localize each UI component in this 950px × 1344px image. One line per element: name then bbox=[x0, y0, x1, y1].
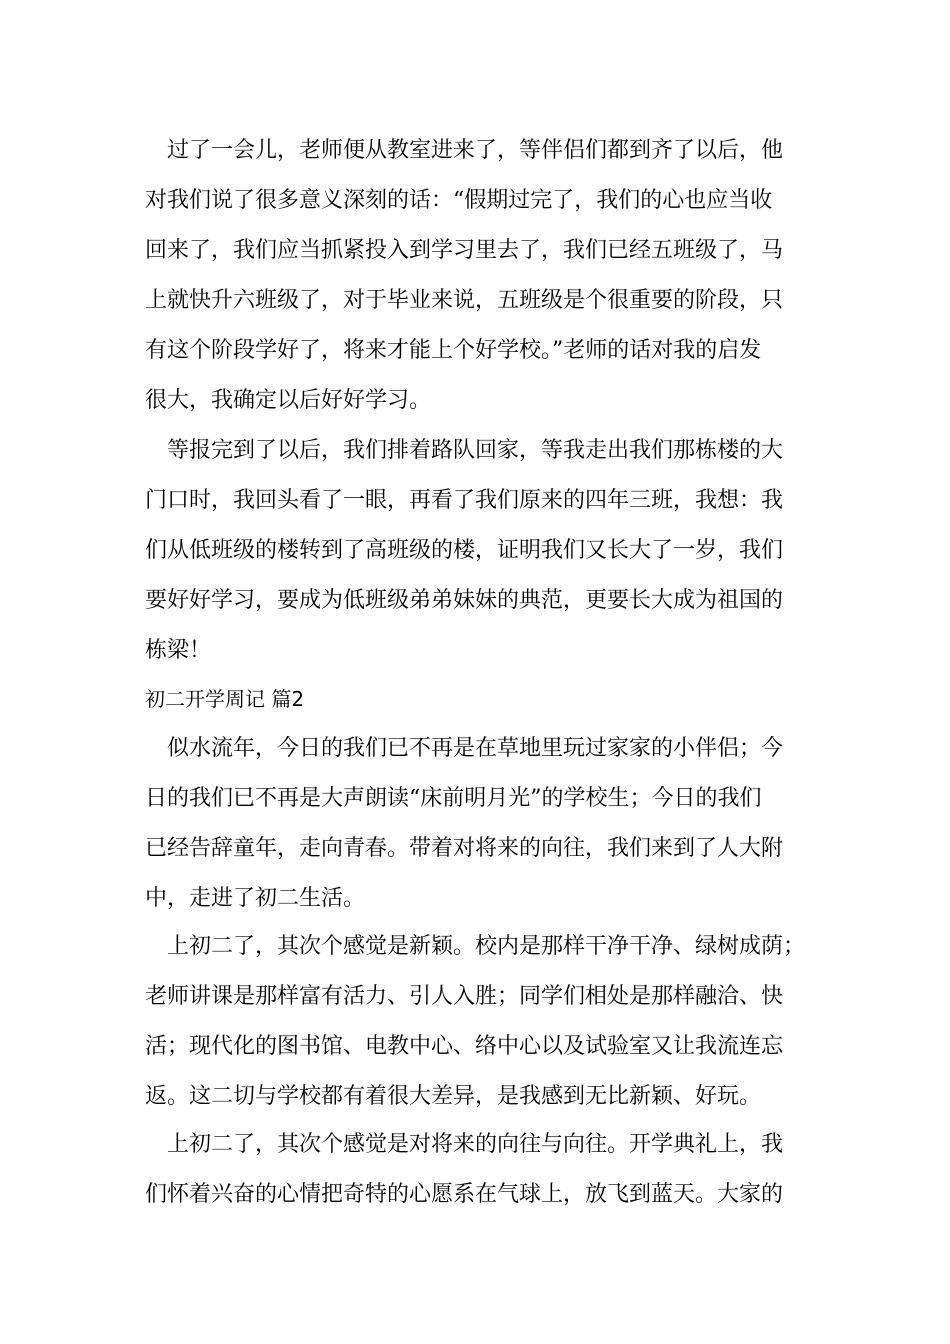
paragraph-2-line-1: 等报完到了以后，我们排着路队回家，等我走出我们那栋楼的大 bbox=[167, 438, 784, 463]
paragraph-3-line-2: 日的我们已不再是大声朗读“床前明月光”的学校生；今日的我们 bbox=[145, 786, 762, 811]
paragraph-1-line-6: 很大，我确定以后好好学习。 bbox=[145, 388, 432, 413]
paragraph-4-line-3: 活；现代化的图书馆、电教中心、络中心以及试验室又让我流连忘 bbox=[145, 1034, 784, 1059]
paragraph-3-line-4: 中，走进了初二生活。 bbox=[145, 886, 366, 911]
paragraph-2-line-3: 们从低班级的楼转到了高班级的楼，证明我们又长大了一岁，我们 bbox=[145, 538, 784, 563]
paragraph-1-line-3: 回来了，我们应当抓紧投入到学习里去了，我们已经五班级了，马 bbox=[145, 238, 784, 263]
paragraph-1-line-4: 上就快升六班级了，对于毕业来说，五班级是个很重要的阶段，只 bbox=[145, 288, 784, 313]
paragraph-3-line-1: 似水流年，今日的我们已不再是在草地里玩过家家的小伴侣；今 bbox=[167, 736, 784, 761]
paragraph-5-line-2: 们怀着兴奋的心情把奇特的心愿系在气球上，放飞到蓝天。大家的 bbox=[145, 1182, 784, 1207]
paragraph-5-line-1: 上初二了，其次个感觉是对将来的向往与向往。开学典礼上，我 bbox=[167, 1132, 784, 1157]
paragraph-1-line-5: 有这个阶段学好了，将来才能上个好学校。”老师的话对我的启发 bbox=[145, 338, 762, 363]
section-heading: 初二开学周记 篇2 bbox=[145, 687, 305, 711]
paragraph-3-line-3: 已经告辞童年，走向青春。带着对将来的向往，我们来到了人大附 bbox=[145, 836, 784, 861]
paragraph-1-line-2: 对我们说了很多意义深刻的话：“假期过完了，我们的心也应当收 bbox=[145, 188, 773, 213]
paragraph-2-line-4: 要好好学习，要成为低班级弟弟妹妹的典范，更要长大成为祖国的 bbox=[145, 588, 784, 613]
paragraph-2-line-2: 门口时，我回头看了一眼，再看了我们原来的四年三班，我想：我 bbox=[145, 488, 784, 513]
paragraph-2-line-5: 栋梁！ bbox=[145, 638, 212, 663]
paragraph-4-line-1: 上初二了，其次个感觉是新颖。校内是那样干净干净、绿树成荫； bbox=[167, 934, 806, 959]
paragraph-4-line-4: 返。这二切与学校都有着很大差异，是我感到无比新颖、好玩。 bbox=[145, 1084, 762, 1109]
paragraph-1-line-1: 过了一会儿，老师便从教室进来了，等伴侣们都到齐了以后，他 bbox=[167, 138, 784, 163]
paragraph-4-line-2: 老师讲课是那样富有活力、引人入胜；同学们相处是那样融洽、快 bbox=[145, 984, 784, 1009]
